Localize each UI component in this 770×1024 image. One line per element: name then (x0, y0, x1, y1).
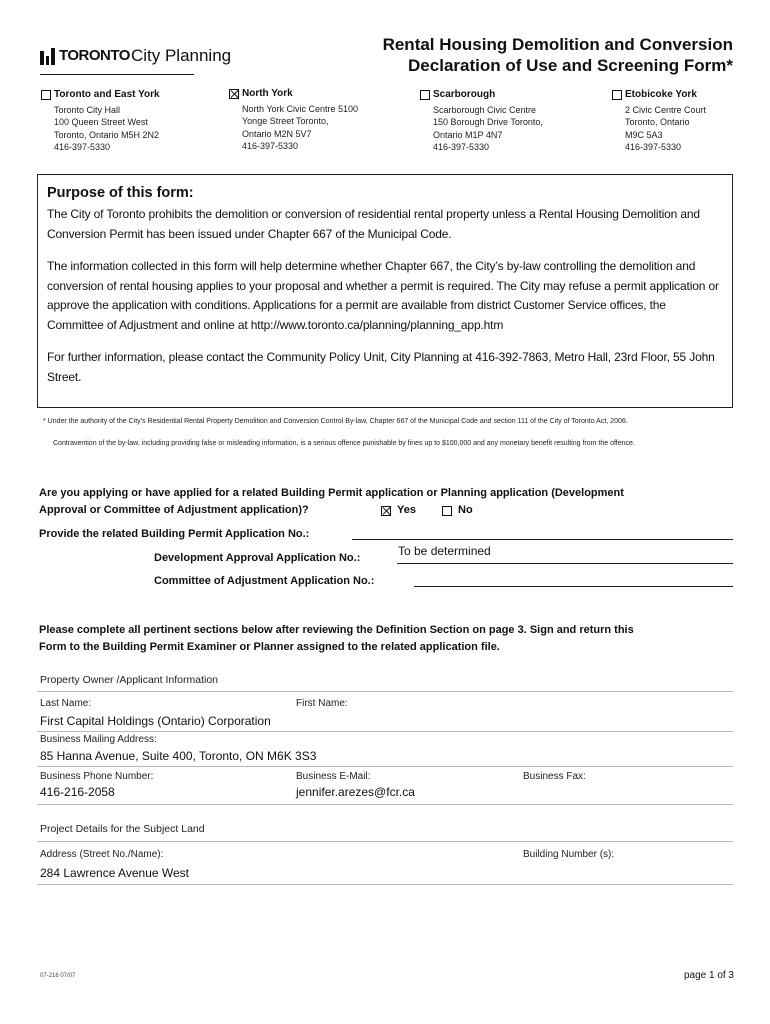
purpose-paragraph-1: The City of Toronto prohibits the demolition or conversion of residential rental property unless a Rental Housing Demolition and Conversion Permit has been issued under Chapter 667 of the Municipal Code. (47, 207, 700, 241)
email-value[interactable]: jennifer.arezes@fcr.ca (296, 785, 415, 799)
toronto-logo (40, 46, 231, 65)
office-phone: 416-397-5330 (242, 141, 299, 151)
yes-checkbox[interactable] (381, 506, 391, 516)
building-permit-label: Provide the related Building Permit Application No.: (39, 528, 310, 540)
coa-label: Committee of Adjustment Application No.: (154, 575, 375, 587)
office-name: Scarborough (433, 89, 496, 100)
footnote-authority: * Under the authority of the City’s Residential Rental Property Demolition and Conversion Control By-law, Chapter 667 of the Municipal Code and section 111 of the City of Toronto Act, 2006. (43, 418, 628, 425)
question-line-2: Approval or Committee of Adjustment application)? (39, 504, 309, 516)
yes-option[interactable] (381, 502, 416, 519)
divider (37, 884, 733, 885)
building-number-label: Building Number (s): (523, 849, 615, 860)
office-line: Toronto City Hall (54, 104, 121, 115)
office-line: North York Civic Centre 5100 (242, 103, 359, 114)
mailing-address-value[interactable]: 85 Hanna Avenue, Suite 400, Toronto, ON M6K 3S3 (40, 749, 317, 763)
instructions (39, 622, 634, 656)
divider (37, 691, 733, 692)
divider (37, 804, 733, 805)
fax-label: Business Fax: (523, 771, 586, 782)
footnote-contravention: Contravention of the by-law, including providing false or misleading information, is a serious offence punishable by fines up to $100,000 and any monetary benefit resulting from the offence. (53, 440, 635, 447)
title-line-1: Rental Housing Demolition and Conversion (382, 35, 733, 54)
office-line: Ontario M2N 5V7 (242, 128, 312, 139)
office-phone: 416-397-5330 (54, 142, 111, 152)
question-line-1: Are you applying or have applied for a related Building Permit application or Planning application (Development (39, 487, 624, 499)
office-line: 150 Borough Drive Toronto, (433, 117, 543, 127)
office-phone: 416-397-5330 (625, 142, 682, 152)
office-line: Toronto, Ontario M5H 2N2 (54, 129, 160, 140)
email-label: Business E-Mail: (296, 771, 371, 782)
office-north-york (242, 88, 358, 153)
no-checkbox[interactable] (442, 506, 452, 516)
office-scarborough (433, 89, 543, 154)
logo-wordmark: TORONTO (59, 47, 130, 64)
purpose-paragraph-2: The information collected in this form will help determine whether Chapter 667, the City’s by-law controlling the demolition and conversion of rental housing applies to your proposal and whether a permit is required. The City may refuse a permit application or approve the application with conditions. Applications for a permit are available from district Customer Service offices, the Committee of Adjustment and online at http://www.toronto.ca/planning/planning_app.htm (47, 259, 719, 332)
no-label: No (458, 504, 473, 516)
form-title (383, 34, 733, 76)
last-name-value[interactable]: First Capital Holdings (Ontario) Corporation (40, 714, 271, 728)
purpose-heading: Purpose of this form: (47, 185, 194, 201)
office-checkbox-etobicoke-york[interactable] (612, 90, 622, 100)
owner-section-title: Property Owner /Applicant Information (40, 674, 218, 686)
office-toronto-east-york (54, 89, 160, 154)
phone-label: Business Phone Number: (40, 771, 154, 782)
purpose-box (37, 174, 733, 408)
dev-approval-value: To be determined (398, 544, 491, 558)
mailing-address-label: Business Mailing Address: (40, 734, 157, 745)
office-line: Ontario M1P 4N7 (433, 129, 503, 140)
project-address-label: Address (Street No./Name): (40, 849, 164, 860)
no-option[interactable] (442, 502, 473, 519)
last-name-label: Last Name: (40, 698, 92, 709)
office-phone: 416-397-5330 (433, 142, 490, 152)
dev-approval-field[interactable] (397, 563, 733, 564)
first-name-label: First Name: (296, 698, 348, 709)
purpose-paragraph-3: For further information, please contact the Community Policy Unit, City Planning at 416-392-7863, Metro Hall, 23rd Floor, 55 John Street. (47, 350, 715, 384)
phone-value[interactable]: 416-216-2058 (40, 785, 115, 799)
office-line: Toronto, Ontario (625, 117, 690, 127)
office-etobicoke-york (625, 89, 706, 154)
dev-approval-label: Development Approval Application No.: (154, 552, 361, 564)
logo-underline (40, 74, 194, 75)
application-question (39, 485, 624, 519)
office-line: Yonge Street Toronto, (242, 116, 329, 126)
form-code: 07-216 07/07 (40, 973, 76, 979)
office-checkbox-scarborough[interactable] (420, 90, 430, 100)
divider (37, 766, 733, 767)
office-line: 2 Civic Centre Court (625, 104, 707, 115)
logo-subtitle: City Planning (130, 46, 232, 65)
coa-field[interactable] (414, 586, 733, 587)
instructions-line-2: Form to the Building Permit Examiner or Planner assigned to the related application file. (39, 641, 500, 653)
building-permit-field[interactable] (352, 539, 733, 540)
divider (37, 731, 733, 732)
office-checkbox-north-york[interactable] (229, 89, 239, 99)
office-line: Scarborough Civic Centre (433, 104, 537, 115)
office-name: Toronto and East York (54, 89, 160, 100)
office-line: M9C 5A3 (625, 129, 663, 140)
office-name: North York (242, 88, 293, 99)
page-number: page 1 of 3 (683, 970, 734, 981)
office-line: 100 Queen Street West (54, 117, 148, 127)
office-name: Etobicoke York (625, 89, 697, 100)
divider (37, 841, 733, 842)
project-section-title: Project Details for the Subject Land (40, 823, 205, 835)
office-checkbox-toronto-east-york[interactable] (41, 90, 51, 100)
project-address-value[interactable]: 284 Lawrence Avenue West (40, 866, 189, 880)
title-line-2: Declaration of Use and Screening Form* (408, 56, 733, 75)
city-hall-icon (40, 47, 56, 65)
yes-label: Yes (397, 504, 416, 516)
instructions-line-1: Please complete all pertinent sections below after reviewing the Definition Section on page 3. Sign and return this (39, 624, 634, 636)
